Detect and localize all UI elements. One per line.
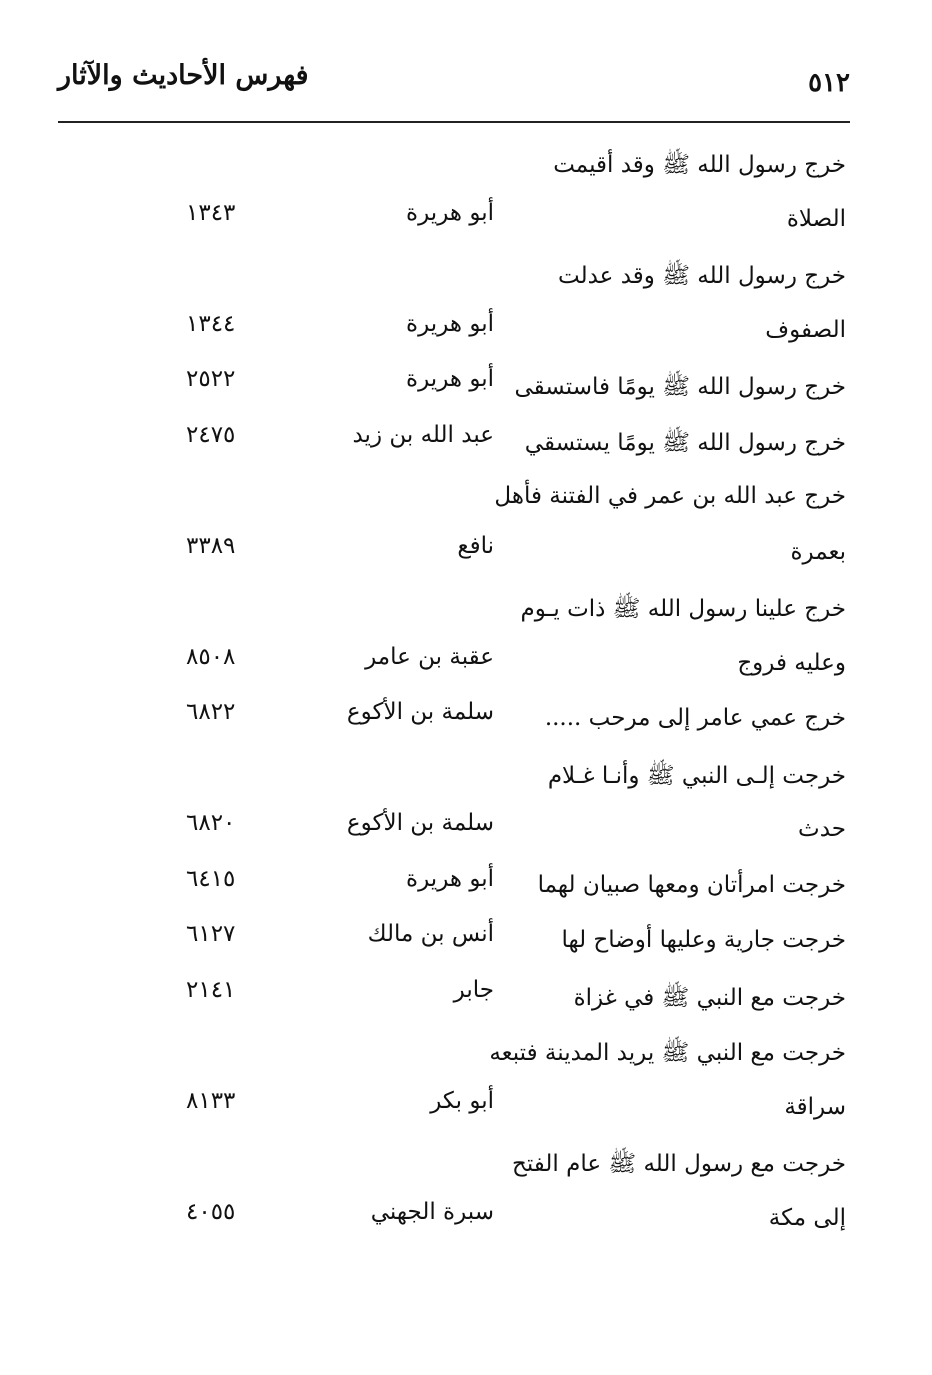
hadith-text: خرجت جارية وعليها أوضاح لها [561, 927, 846, 953]
index-entry [0, 136, 932, 192]
hadith-text: وعليه فروج [737, 650, 846, 676]
hadith-text: خرجت مع النبي ﷺ في غزاة [573, 985, 846, 1011]
hadith-text: الصفوف [765, 317, 846, 343]
narrator: أبو هريرة [406, 366, 494, 392]
hadith-number: ٦٨٢٢ [186, 699, 236, 725]
hadith-text: خرج عبد الله بن عمر في الفتنة فأهل [494, 483, 846, 509]
hadith-number: ٨٥٠٨ [186, 644, 236, 670]
page-number: ٥١٢ [808, 68, 850, 98]
index-entry [0, 247, 932, 303]
hadith-number: ٦٤١٥ [186, 866, 236, 892]
running-header-title: فهرس الأحاديث والآثار [58, 60, 309, 91]
index-entry [0, 1024, 932, 1080]
hadith-number: ٢٤٧٥ [186, 422, 236, 448]
hadith-text: خرج عمي عامر إلى مرحب ..... [544, 705, 846, 731]
hadith-text: حدث [798, 816, 846, 842]
hadith-number: ٦٨٢٠ [186, 810, 236, 836]
hadith-text: إلى مكة [768, 1205, 846, 1231]
index-entry [0, 1191, 932, 1247]
hadith-text: خرجت إلـى النبي ﷺ وأنـا غـلام [547, 763, 846, 789]
index-entry [0, 747, 932, 803]
narrator: عبد الله بن زيد [352, 422, 494, 448]
hadith-text: خرجت امرأتان ومعها صبيان لهما [537, 872, 846, 898]
narrator: سلمة بن الأكوع [346, 699, 494, 725]
hadith-text: خرج رسول الله ﷺ وقد أقيمت [553, 152, 846, 178]
index-entry [0, 525, 932, 581]
index-entry [0, 469, 932, 525]
index-entry [0, 192, 932, 248]
hadith-number: ٢٥٢٢ [186, 366, 236, 392]
index-entry [0, 580, 932, 636]
narrator: جابر [453, 977, 494, 1003]
narrator: أبو هريرة [406, 866, 494, 892]
index-entry [0, 969, 932, 1025]
hadith-number: ٦١٢٧ [186, 921, 236, 947]
hadith-number: ٨١٣٣ [186, 1088, 236, 1114]
index-entry [0, 636, 932, 692]
narrator: أبو هريرة [406, 200, 494, 226]
narrator: أنس بن مالك [367, 921, 494, 947]
index-entry [0, 414, 932, 470]
hadith-text: سراقة [784, 1094, 846, 1120]
narrator: أبو بكر [430, 1088, 494, 1114]
hadith-text: الصلاة [786, 206, 846, 232]
index-entry [0, 858, 932, 914]
hadith-number: ٣٣٨٩ [186, 533, 236, 559]
header-rule [58, 121, 850, 123]
narrator: سلمة بن الأكوع [346, 810, 494, 836]
index-entry [0, 303, 932, 359]
index-entry [0, 358, 932, 414]
index-entry [0, 802, 932, 858]
hadith-text: خرج علينا رسول الله ﷺ ذات يـوم [520, 596, 846, 622]
narrator: سبرة الجهني [370, 1199, 494, 1225]
hadith-text: خرجت مع رسول الله ﷺ عام الفتح [511, 1151, 846, 1177]
hadith-text: خرج رسول الله ﷺ يومًا يستسقي [524, 430, 846, 456]
hadith-text: خرج رسول الله ﷺ يومًا فاستسقى [514, 374, 846, 400]
index-entry [0, 913, 932, 969]
hadith-number: ٤٠٥٥ [186, 1199, 236, 1225]
narrator: أبو هريرة [406, 311, 494, 337]
hadith-text: بعمرة [790, 539, 846, 565]
hadith-number: ١٣٤٤ [186, 311, 236, 337]
narrator: نافع [457, 533, 494, 559]
hadith-number: ٢١٤١ [186, 977, 236, 1003]
narrator: عقبة بن عامر [365, 644, 494, 670]
hadith-text: خرج رسول الله ﷺ وقد عدلت [558, 263, 846, 289]
index-entry [0, 1135, 932, 1191]
index-entry [0, 1080, 932, 1136]
hadith-text: خرجت مع النبي ﷺ يريد المدينة فتبعه [489, 1040, 846, 1066]
hadith-number: ١٣٤٣ [186, 200, 236, 226]
index-entry [0, 691, 932, 747]
